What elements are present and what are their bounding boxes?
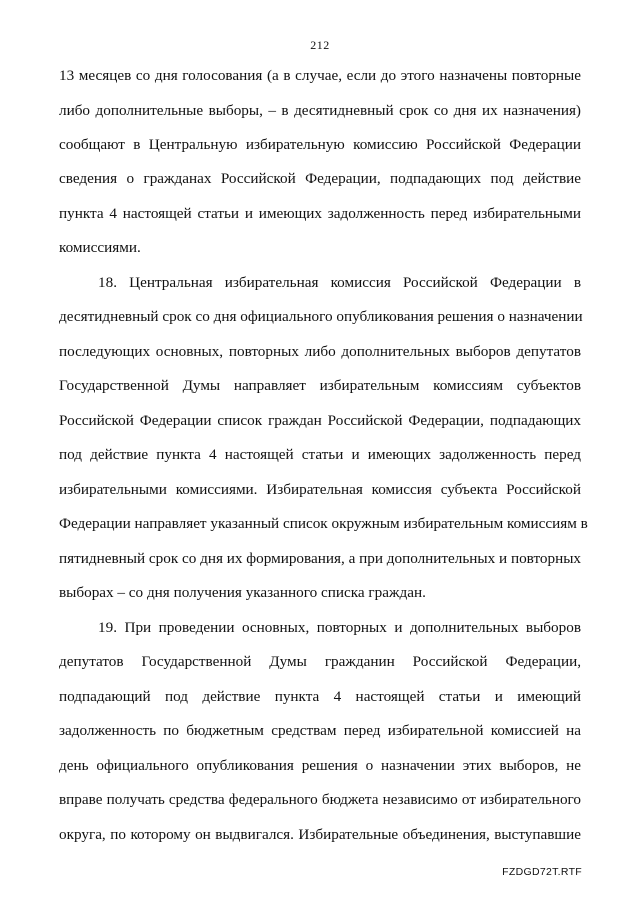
text-line: вправе получать средства федерального бюджета независимо от избирательного xyxy=(59,791,581,808)
text-line: округа, по которому он выдвигался. Избирательные объединения, выступавшие xyxy=(59,826,581,843)
text-line: десятидневный срок со дня официального опубликования решения о назначении xyxy=(59,308,583,325)
text-line: Федерации направляет указанный список окружным избирательным комиссиям в xyxy=(59,515,588,532)
file-code: FZDGD72T.RTF xyxy=(502,866,582,878)
text-line: выборах – со дня получения указанного списка граждан. xyxy=(59,584,426,601)
text-line: депутатов Государственной Думы гражданин Российской Федерации, xyxy=(59,653,581,670)
text-line: Российской Федерации список граждан Российской Федерации, подпадающих xyxy=(59,412,581,429)
text-line: избирательными комиссиями. Избирательная комиссия субъекта Российской xyxy=(59,481,581,498)
text-line: пункта 4 настоящей статьи и имеющих задолженность перед избирательными xyxy=(59,205,581,222)
paragraph-18-start: 18. Центральная избирательная комиссия Российской Федерации в xyxy=(98,274,581,291)
text-line: либо дополнительные выборы, – в десятидневный срок со дня их назначения) xyxy=(59,102,581,119)
page-number: 212 xyxy=(310,38,330,52)
text-line: комиссиями. xyxy=(59,239,141,256)
text-line: день официального опубликования решения о назначении этих выборов, не xyxy=(59,757,581,774)
text-line: под действие пункта 4 настоящей статьи и имеющих задолженность перед xyxy=(59,446,581,463)
text-line: сведения о гражданах Российской Федерации, подпадающих под действие xyxy=(59,170,581,187)
text-line: Государственной Думы направляет избирательным комиссиям субъектов xyxy=(59,377,581,394)
text-line: задолженность по бюджетным средствам перед избирательной комиссией на xyxy=(59,722,581,739)
text-line: подпадающий под действие пункта 4 настоящей статьи и имеющий xyxy=(59,688,581,705)
text-line: пятидневный срок со дня их формирования, а при дополнительных и повторных xyxy=(59,550,582,567)
text-line: 13 месяцев со дня голосования (а в случае, если до этого назначены повторные xyxy=(59,67,581,84)
text-line: последующих основных, повторных либо дополнительных выборов депутатов xyxy=(59,343,581,360)
text-line: сообщают в Центральную избирательную комиссию Российской Федерации xyxy=(59,136,581,153)
paragraph-19-start: 19. При проведении основных, повторных и дополнительных выборов xyxy=(98,619,581,636)
